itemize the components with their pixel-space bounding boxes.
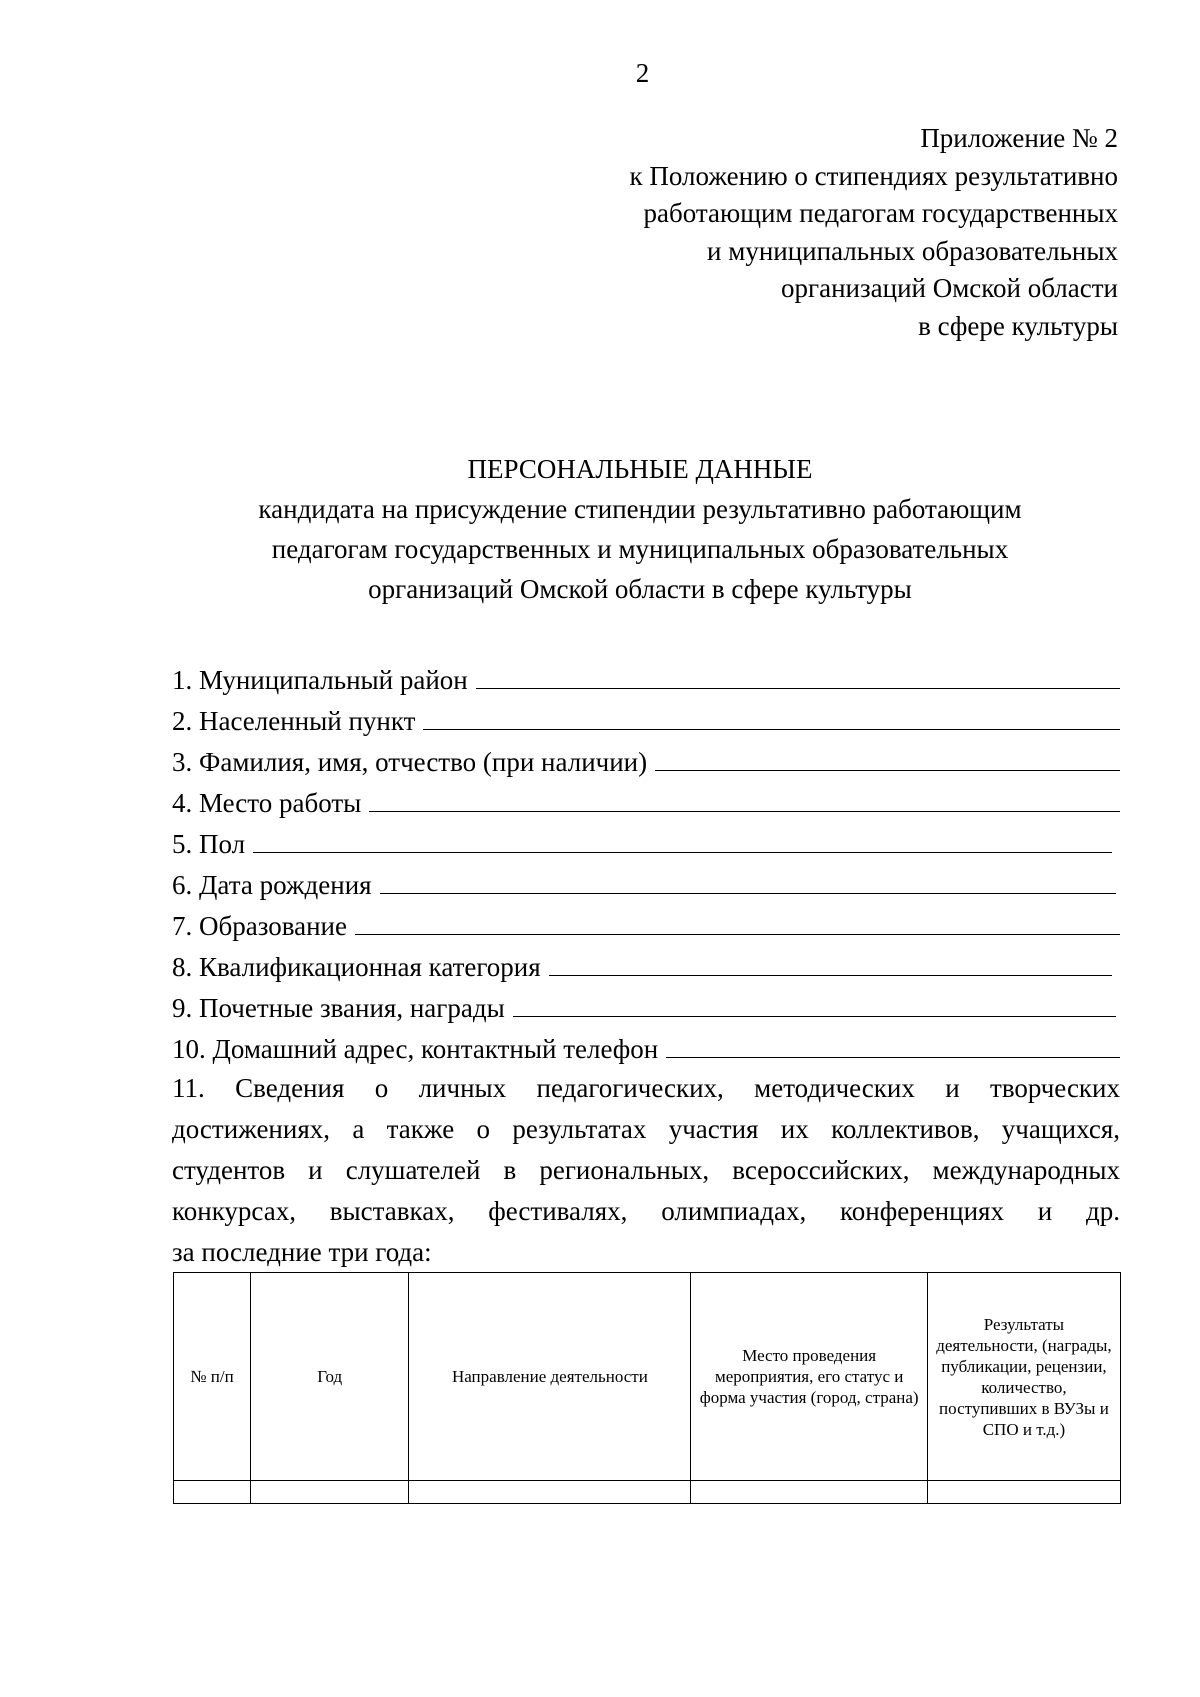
document-title [160,449,1120,609]
appendix-line: Приложение № 2 [920,123,1118,153]
field-label: 10. Домашний адрес, контактный телефон [172,1034,659,1064]
field-label: 5. Пол [172,829,246,859]
field-qualification-category [172,942,1120,983]
appendix-note [418,120,1118,345]
table-cell[interactable] [251,1481,409,1504]
fill-in-line[interactable] [423,729,1120,730]
title-subtitle-line: организаций Омской области в сфере культуры [368,574,912,604]
field-sex [172,819,1120,860]
title-subtitle-line: кандидата на присуждение стипендии результативно работающим [258,494,1022,524]
column-header-number: № п/п [174,1273,251,1481]
fill-in-line[interactable] [513,1016,1116,1017]
column-header-activity: Направление деятельности [409,1273,691,1481]
field-workplace [172,778,1120,819]
table-row [174,1481,1121,1504]
fill-in-line[interactable] [355,934,1120,935]
achievements-table [173,1272,1121,1504]
field-label: 1. Муниципальный район [172,665,468,695]
field-label: 9. Почетные звания, награды [172,993,505,1023]
appendix-line: и муниципальных образовательных [707,235,1118,266]
page-number: 2 [635,58,650,88]
table-cell[interactable] [409,1481,691,1504]
field-full-name [172,737,1120,778]
field-label: 4. Место работы [172,788,362,818]
field-honorary-titles [172,983,1120,1024]
table-cell[interactable] [174,1481,251,1504]
appendix-line: в сфере культуры [918,310,1118,341]
column-header-venue: Место проведения мероприятия, его статус и форма участия (город, страна) [691,1273,927,1481]
table-header-row [174,1273,1121,1481]
fill-in-line[interactable] [549,975,1112,976]
field-education [172,901,1120,942]
paragraph-line: конкурсах, выставках, фестивалях, олимпиадах, конференциях и др. [172,1196,1120,1226]
field-birth-date [172,860,1120,901]
section-11-paragraph [172,1068,1120,1273]
appendix-line: работающим педагогам государственных [643,198,1118,228]
column-header-results: Результаты деятельности, (награды, публикации, рецензии, количество, поступивших в ВУЗы и СПО и т.д.) [927,1273,1120,1481]
fill-in-line[interactable] [253,852,1112,853]
field-label: 2. Населенный пункт [172,706,416,736]
table-cell[interactable] [927,1481,1120,1504]
field-label: 7. Образование [172,911,347,941]
appendix-line: к Положению о стипендиях результативно [629,160,1118,191]
field-locality [172,696,1120,737]
paragraph-line: за последние три года: [172,1237,432,1267]
table-cell[interactable] [691,1481,927,1504]
paragraph-line: 11. Сведения о личных педагогических, методических и творческих [172,1073,1120,1103]
title-heading: ПЕРСОНАЛЬНЫЕ ДАННЫЕ [467,454,813,484]
personal-data-fields [172,655,1120,1065]
fill-in-line[interactable] [369,811,1120,812]
fill-in-line[interactable] [655,770,1120,771]
paragraph-line: достижениях, а также о результатах участия их коллективов, учащихся, [172,1114,1120,1144]
field-label: 8. Квалификационная категория [172,952,541,982]
field-label: 6. Дата рождения [172,870,372,900]
field-municipal-district [172,655,1120,696]
title-subtitle-line: педагогам государственных и муниципальных образовательных [271,534,1009,564]
fill-in-line[interactable] [476,688,1120,689]
column-header-year: Год [251,1273,409,1481]
fill-in-line[interactable] [666,1057,1120,1058]
field-home-address-phone [172,1024,1120,1065]
fill-in-line[interactable] [380,893,1116,894]
paragraph-line: студентов и слушателей в региональных, всероссийских, международных [172,1155,1120,1185]
field-label: 3. Фамилия, имя, отчество (при наличии) [172,747,648,777]
appendix-line: организаций Омской области [781,273,1118,303]
